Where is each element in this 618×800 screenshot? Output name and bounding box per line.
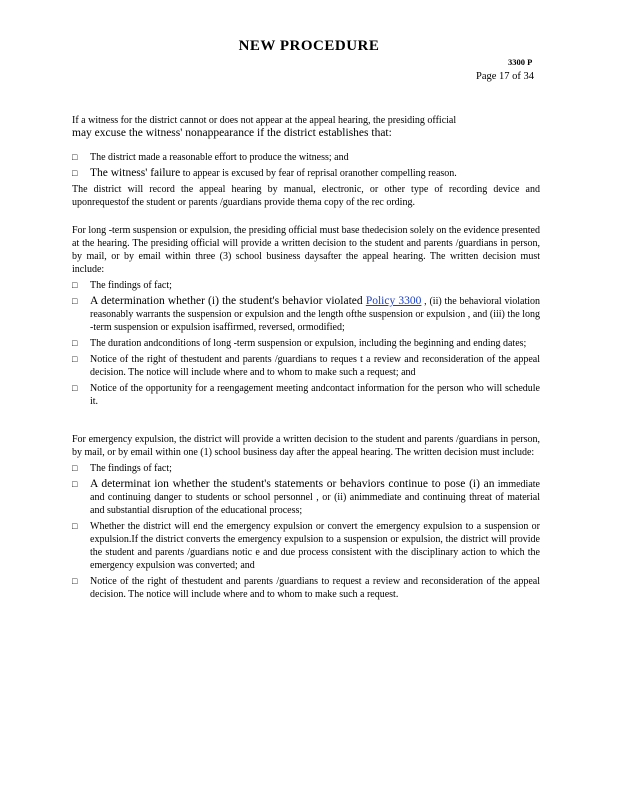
list-item: □ The findings of fact; — [72, 280, 172, 291]
recording-paragraph: The district will record the appeal hearing by manual, electronic, or other type of recording device and uponrequestof the student or parents /guardians provide thema copy of the rec ording. — [72, 184, 540, 208]
checkbox-bullet-icon: □ — [72, 338, 78, 348]
witness-intro: If a witness for the district cannot or does not appear at the appeal hearing, the presiding official may excuse the witness' nonappearance if the district establishes that: — [72, 115, 457, 139]
checkbox-bullet-icon: □ — [72, 479, 78, 489]
list-item: □ Notice of the right of thestudent and parents /guardians to reques t a review and reconsideration of the appeal decision. The notice will include where and to whom to make such a request; and — [72, 354, 540, 378]
page-number: Page 17 of 34 — [476, 71, 535, 82]
checkbox-bullet-icon: □ — [72, 280, 78, 290]
page-title: NEW PROCEDURE — [238, 38, 380, 54]
list-item: □ The witness' failure to appear is excused by fear of reprisal oranother compelling reason. — [72, 167, 457, 179]
checkbox-bullet-icon: □ — [72, 576, 78, 586]
checkbox-bullet-icon: □ — [72, 296, 78, 306]
checkbox-bullet-icon: □ — [72, 521, 78, 531]
list-item: □ The duration andconditions of long -term suspension or expulsion, including the beginning and ending dates; — [72, 338, 527, 349]
list-item: □ Whether the district will end the emergency expulsion or convert the emergency expulsion to a suspension or expulsion.If the district converts the emergency expulsion to a suspension or expulsion, the district will provide the student and parents /guardians notic e and due process consistent with the disciplinary action to which the emergency expulsion was converted; and — [72, 521, 540, 571]
checkbox-bullet-icon: □ — [72, 354, 78, 364]
longterm-intro: For long -term suspension or expulsion, the presiding official must base thedecision solely on the evidence presented at the hearing. The presiding official will provide a written decision to the student and parents /guardians in person, by mail, or by email within three (3) school business daysafter the appeal hearing. The written decision must include: — [72, 225, 540, 275]
policy-code: 3300 P — [508, 57, 533, 67]
checkbox-bullet-icon: □ — [72, 463, 78, 473]
list-item: □ The findings of fact; — [72, 463, 172, 474]
list-item: □ A determination whether (i) the student's behavior violated Policy 3300 , (ii) the behavioral violation reasonably warrants the suspension or expulsion and the length ofthe suspension or expulsion , and (iii) the long -term suspension or expulsion isaffirmed, reversed, ormodified; — [72, 295, 541, 333]
emergency-intro: For emergency expulsion, the district will provide a written decision to the student and parents /guardians in person, by mail, or by email within one (1) school business day after the appeal hearing. The written decision must include: — [72, 434, 540, 458]
policy-3300-link[interactable]: Policy 3300 — [365, 295, 422, 307]
list-item: □ Notice of the opportunity for a reengagement meeting andcontact information for the person who will schedule it. — [72, 383, 540, 407]
list-item: □ The district made a reasonable effort to produce the witness; and — [72, 152, 349, 163]
checkbox-bullet-icon: □ — [72, 383, 78, 393]
checkbox-bullet-icon: □ — [72, 152, 78, 162]
list-item: □ Notice of the right of thestudent and parents /guardians to request a review and reconsideration of the appeal decision. The notice will include where and to whom to make such a request. — [72, 576, 540, 600]
checkbox-bullet-icon: □ — [72, 168, 78, 178]
document-body — [72, 114, 540, 604]
list-item: □ A determinat ion whether the student's statements or behaviors continue to pose (i) an immediate and continuing danger to students or school personnel , or (ii) animmediate and continuing threat of material and substantial disruption of the educational process; — [72, 478, 540, 516]
